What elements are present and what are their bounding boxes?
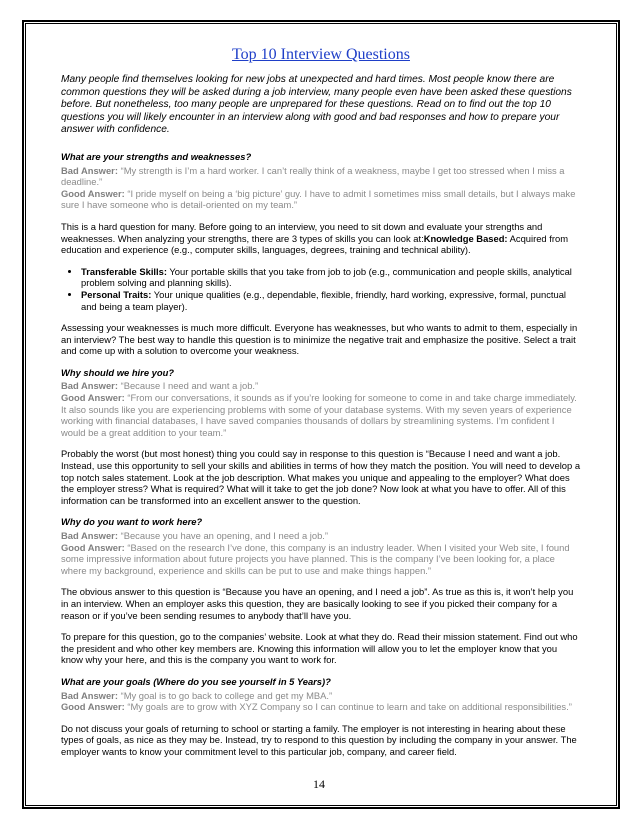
page-number: 14: [313, 777, 325, 791]
good-answer-label: Good Answer:: [61, 541, 125, 553]
list-item: [81, 289, 581, 312]
question-heading: What are your strengths and weaknesses?: [61, 150, 252, 162]
bad-answer-text: “Because I need and want a job.”: [117, 380, 259, 392]
good-answer: [61, 392, 581, 438]
good-answer-label: Good Answer:: [61, 701, 125, 713]
body-paragraph: Probably the worst (but most honest) thing you could say in response to this question is “Because I need and want a job. Instead, use this opportunity to sell your skills and abilities in terms of how they match the position. You will need to develop a top notch sales statement. Look at the job description. What makes you unique and appealing to the employer? What does the employer stress? What is required? What will it take to get the job done? Now look at what you have to offer. All of this information can be transformed into an excellent answer to the question.: [61, 448, 581, 506]
good-answer-label: Good Answer:: [61, 392, 125, 404]
good-answer-text: “My goals are to grow with XYZ Company so I can continue to learn and take on additional responsibilities.”: [124, 701, 572, 713]
bad-answer-label: Bad Answer:: [61, 380, 118, 392]
good-answer: [61, 188, 581, 211]
list-item-text: Your unique qualities (e.g., dependable, flexible, friendly, hard working, expressive, formal, punctual and being a team player).: [81, 288, 566, 312]
document-body: [61, 46, 581, 768]
body-paragraph: Assessing your weaknesses is much more difficult. Everyone has weaknesses, but who wants to admit to them, especially in an interview? The best way to handle this question is to minimize the negative trait and emphasize the positive. Select a trait and come up with a solution to overcome your weakness.: [61, 322, 578, 357]
good-answer-text: “From our conversations, it sounds as if you’re looking for someone to come in and take charge immediately. It also sounds like you are experiencing problems with some of your database systems. With my seven years of experience working with financial databases, I have saved companies thousands of dollars by streamlining systems. I’m confident I would be a great addition to your team.”: [61, 392, 577, 438]
bad-answer-label: Bad Answer:: [61, 689, 118, 701]
bad-answer: [61, 380, 581, 392]
intro-paragraph: Many people find themselves looking for new jobs at unexpected and hard times. Most people know there are common questions they will be asked during a job interview, many people even have been asked these questions before. But nonetheless, too many people are unprepared for these questions. Read on to find out the top 10 questions you will likely encounter in an interview along with good and bad responses and how to prepare your answer with confidence.: [61, 74, 572, 136]
skills-list: [61, 266, 581, 312]
answer-block: [61, 530, 581, 576]
good-answer-label: Good Answer:: [61, 187, 125, 199]
bad-answer-text: “Because you have an opening, and I need a job.”: [117, 530, 329, 541]
bad-answer: [61, 530, 581, 542]
bad-answer-label: Bad Answer:: [61, 530, 118, 541]
answer-block: [61, 165, 581, 211]
good-answer-text: “Based on the research I’ve done, this company is an industry leader. When I visited your Web site, I found some impressive information about future projects you have planned. This is the company I’ve been looking for, a place where my background, experience and skills can be put to use and make things happen.”: [61, 541, 570, 576]
bad-answer: [61, 690, 581, 702]
body-paragraph: [61, 221, 581, 256]
question-heading: What are your goals (Where do you see yourself in 5 Years)?: [61, 675, 331, 687]
bad-answer: [61, 165, 581, 188]
list-item-text: Your portable skills that you take from job to job (e.g., communication and people skills, analytical problem solving and planning skills).: [81, 265, 572, 289]
body-bold-text: Knowledge Based:: [423, 232, 508, 244]
bad-answer-text: “My goal is to go back to college and get my MBA.”: [117, 689, 333, 701]
good-answer-text: “I pride myself on being a ‘big picture’ guy. I have to admit I sometimes miss small details, but I always make sure I have someone who is detail-oriented on my team.”: [61, 187, 576, 211]
body-paragraph: Do not discuss your goals of returning to school or starting a family. The employer is not interesting in hearing about these types of goals, as nice as they may be. Instead, try to respond to this question by including the company in your answer. The employer wants to know your commitment level to this particular job, company, and career field.: [61, 722, 577, 757]
body-paragraph: To prepare for this question, go to the companies’ website. Look at what they do. Read their mission statement. Find out who the president and who other key members are. Knowing this information will allow you to let the employer know that you know why your here, and this is the company you want to work for.: [61, 631, 578, 666]
question-heading: Why should we hire you?: [61, 366, 175, 378]
body-paragraph: The obvious answer to this question is “Because you have an opening, and I need a job”. As true as this is, it won’t help you in an interview. When an employer asks this question, they are basically looking to see if you picked their company for a reason or if you’ve been sending resumes to anybody that’ll have you.: [61, 586, 574, 621]
page-title: Top 10 Interview Questions: [232, 46, 410, 63]
list-item-label: Transferable Skills:: [81, 265, 167, 277]
list-item-label: Personal Traits:: [81, 288, 152, 300]
bad-answer-text: “My strength is I’m a hard worker. I can’t really think of a weakness, maybe I get too stressed when I miss a deadline.”: [61, 164, 565, 188]
answer-block: [61, 690, 581, 713]
question-heading: Why do you want to work here?: [61, 516, 203, 528]
body-text: Acquired from education and experience (e.g., computer skills, languages, degrees, training and technical ability).: [61, 232, 569, 256]
good-answer: [61, 701, 581, 713]
body-text: This is a hard question for many. Before going to an interview, you need to sit down and evaluate your strengths and weaknesses. When analyzing your strengths, there are 3 types of skills you can look at:: [61, 220, 543, 244]
list-item: [81, 266, 581, 289]
bad-answer-label: Bad Answer:: [61, 164, 118, 176]
good-answer: [61, 542, 581, 577]
answer-block: [61, 380, 581, 438]
